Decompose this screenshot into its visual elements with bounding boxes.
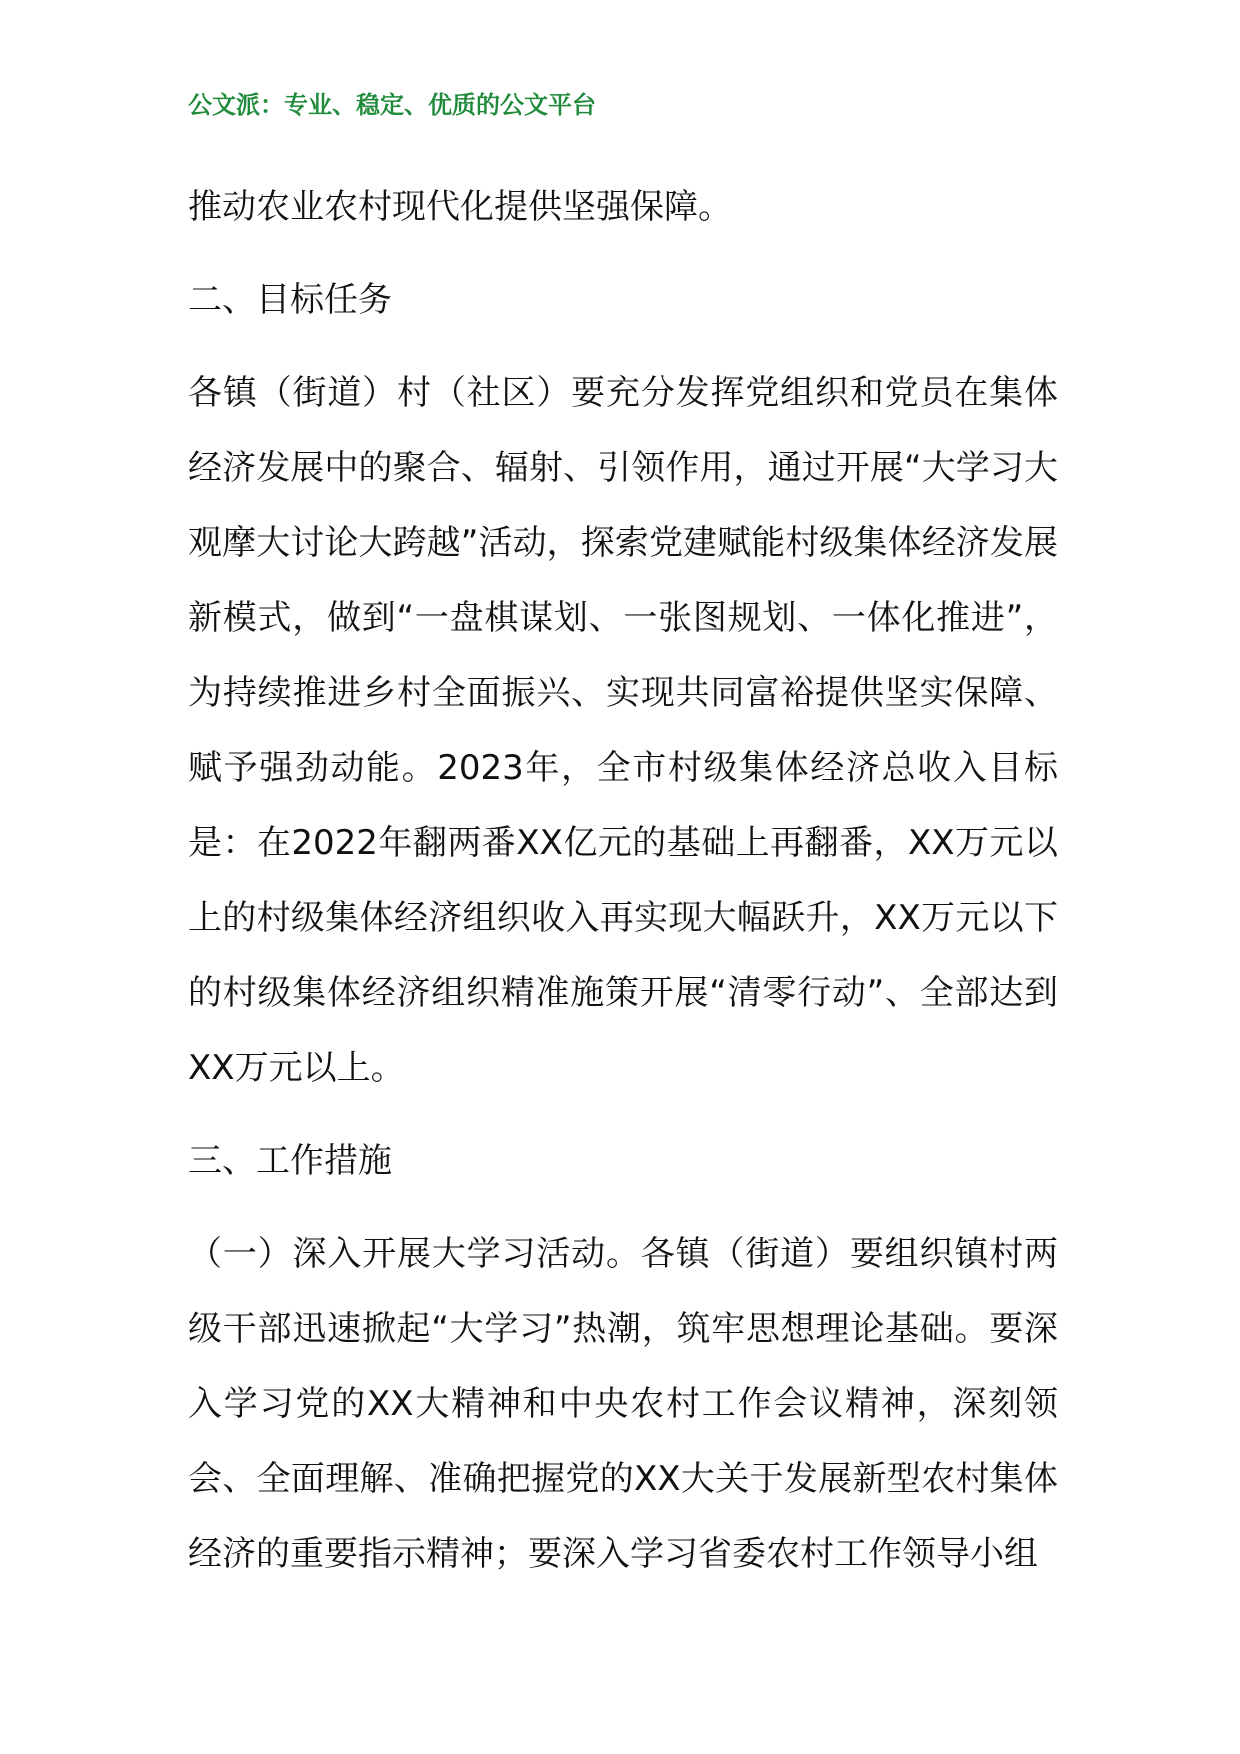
body-paragraph-intro: 推动农业农村现代化提供坚强保障。 [188, 187, 732, 227]
brand-header: 公文派：专业、稳定、优质的公文平台 [188, 91, 596, 119]
body-paragraph-goals: 各镇（街道）村（社区）要充分发挥党组织和党员在集体经济发展中的聚合、辐射、引领作用，通过开展“大学习大观摩大讨论大跨越”活动，探索党建赋能村级集体经济发展新模式，做到“一盘棋谋划、一张图规划、一体化推进”，为持续推进乡村全面振兴、实现共同富裕提供坚实保障、赋予强劲动能。2023年，全市村级集体经济总收入目标是：在2022年翻两番XX亿元的基础上再翻番，XX万元以上的村级集体经济组织收入再实现大幅跃升，XX万元以下的村级集体经济组织精准施策开展“清零行动”、全部达到XX万元以上。 [188, 373, 1058, 1088]
body-paragraph-measures: （一）深入开展大学习活动。各镇（街道）要组织镇村两级干部迅速掀起“大学习”热潮，筑牢思想理论基础。要深入学习党的XX大精神和中央农村工作会议精神，深刻领会、全面理解、准确把握党的XX大关于发展新型农村集体经济的重要指示精神；要深入学习省委农村工作领导小组 [188, 1234, 1058, 1574]
section-heading-measures: 三、工作措施 [188, 1141, 392, 1181]
document-body [188, 170, 1058, 1592]
section-heading-goals: 二、目标任务 [188, 280, 392, 320]
